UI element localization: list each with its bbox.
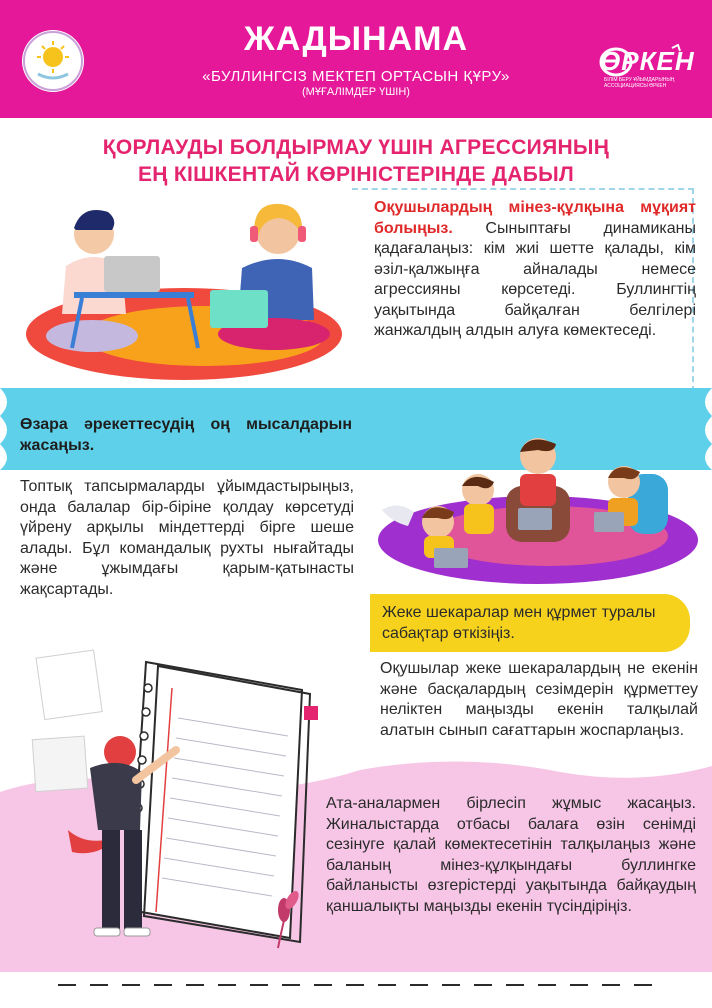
main-heading — [60, 134, 652, 188]
section3-body: Оқушылар жеке шекаралардың не екенін және басқалардың сезімдерін құрметтеу неліктен маңызды екенін талқылай алатын сынып сағаттарын жоспарлаңыз. — [380, 660, 698, 739]
students-laptops-illustration — [22, 196, 354, 386]
page-subtitle: «БУЛЛИНГСІЗ МЕКТЕП ОРТАСЫН ҚҰРУ» — [202, 68, 510, 85]
section2-body: Топтық тапсырмаларды ұйымдастырыңыз, онда балалар бір-біріне қолдау көрсетуді үйрену арқылы міндеттерді бірге шеше алады. Бұл командалық рухты нығайтады және ұжымдағы қарым-қатынасты жақсартады. — [20, 478, 354, 598]
section1-highlight: Оқушылардың мінез-құлқына мұқият болыңыз. — [374, 199, 696, 237]
section1-text — [374, 198, 696, 342]
page-audience: (МҰҒАЛІМДЕР ҮШІН) — [302, 86, 410, 98]
orken-logo-subtext: БІЛІМ БЕРУ ҰЙЫМДАРЫНЫҢ АССОЦИАЦИЯСЫ ӨРКЕН — [604, 77, 675, 89]
section2-heading: Өзара әрекеттесудің оң мысалдарын жасаңыз. — [20, 416, 352, 454]
main-heading-line2: ЕҢ КІШКЕНТАЙ КӨРІНІСТЕРІНДЕ ДАБЫЛ — [137, 163, 575, 186]
bottom-divider — [58, 984, 654, 986]
orken-logo-text: ӨРКЕН — [600, 46, 695, 76]
page-title: ЖАДЫНАМА — [243, 20, 469, 58]
group-children-illustration — [368, 430, 698, 588]
teacher-notebook-illustration — [28, 648, 328, 958]
section3-heading: Жеке шекаралар мен құрмет туралы сабақтар өткізіңіз. — [382, 604, 656, 642]
main-heading-line1: ҚОРЛАУДЫ БОЛДЫРМАУ ҮШІН АГРЕССИЯНЫҢ — [102, 136, 610, 159]
section1-body: Сыныптағы динамиканы қадағалаңыз: кім жиі шетте қалады, кім әзіл-қалжыңға айналады немесе агрессияны көрсетеді. Буллингтің уақытында байқалған белгілері жанжалдың алдын алуға көмектеседі. — [374, 219, 696, 339]
section4-body: Ата-аналармен бірлесіп жұмыс жасаңыз. Жиналыстарда отбасы балаға өзін сенімді сезінуге қалай көмектесетінін талқылаңыз және баланың мінез-құлқындағы буллингке байланысты өзгерістерді уақытында байқаудың қаншалықты маңызды екенін түсіндіріңіз. — [326, 795, 696, 915]
